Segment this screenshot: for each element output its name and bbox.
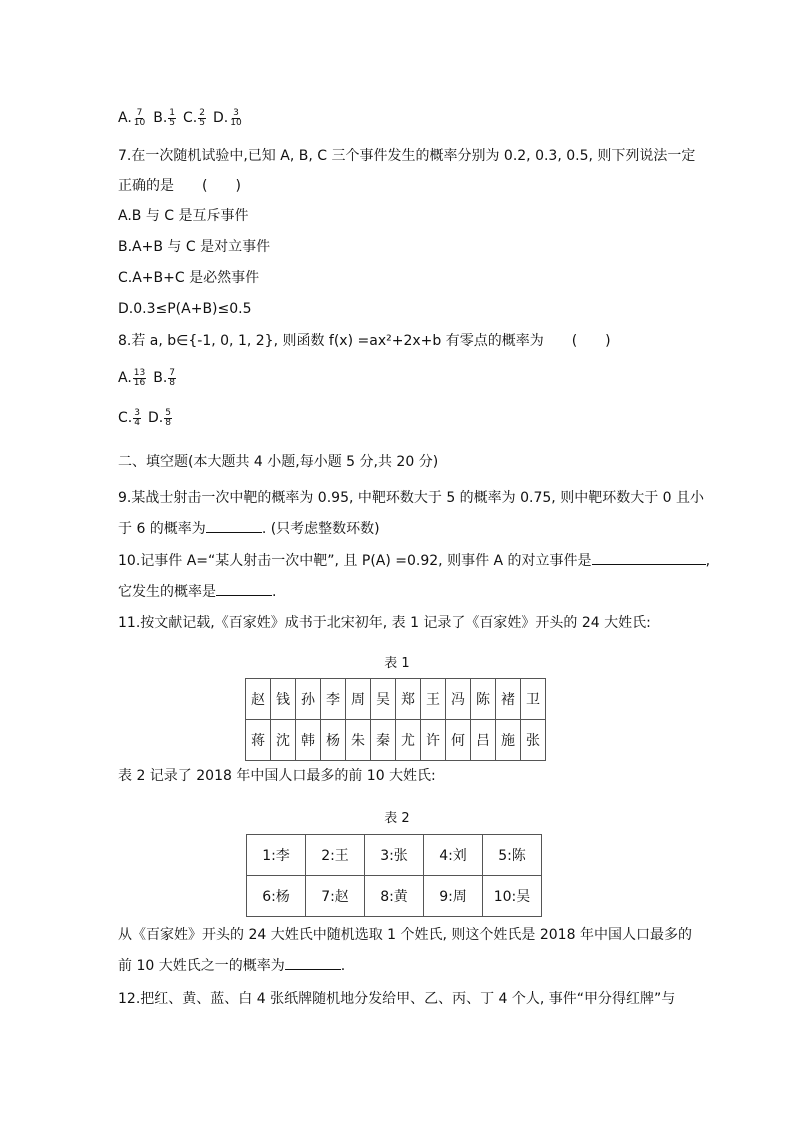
q7-stem-line2: 正确的是 ( ) <box>118 178 241 194</box>
table-cell: 卫 <box>521 679 546 720</box>
fraction <box>229 109 242 128</box>
fraction-denominator: 4 <box>134 417 140 428</box>
fraction <box>168 109 176 128</box>
table-cell: 孙 <box>296 679 321 720</box>
table-row <box>246 720 546 761</box>
q10-text-b: , <box>705 553 711 569</box>
q8-options-cd <box>118 408 179 428</box>
fraction-numerator: 3 <box>134 407 140 418</box>
q10-text-c: 它发生的概率是 <box>118 584 216 600</box>
table1-surnames <box>245 678 546 761</box>
table-cell: 许 <box>421 720 446 761</box>
option-letter: D. <box>147 410 164 426</box>
table-cell: 2:王 <box>306 835 365 876</box>
table-cell: 施 <box>496 720 521 761</box>
table-cell: 朱 <box>346 720 371 761</box>
table-row <box>246 679 546 720</box>
fraction <box>164 409 172 428</box>
fraction <box>133 369 146 388</box>
q11-question-line1: 从《百家姓》开头的 24 大姓氏中随机选取 1 个姓氏, 则这个姓氏是 2018 年中国人口最多的 <box>118 927 692 943</box>
table-cell: 吕 <box>471 720 496 761</box>
table-cell: 10:吴 <box>483 876 542 917</box>
q6-options <box>118 108 250 128</box>
fraction-denominator: 16 <box>133 377 146 388</box>
table-cell: 郑 <box>396 679 421 720</box>
fraction-numerator: 13 <box>133 367 146 378</box>
fraction <box>198 109 206 128</box>
fraction-denominator: 10 <box>133 117 146 128</box>
table-cell: 赵 <box>246 679 271 720</box>
table-cell: 6:杨 <box>247 876 306 917</box>
fraction-denominator: 5 <box>169 117 176 128</box>
table-cell: 李 <box>321 679 346 720</box>
table-cell: 周 <box>346 679 371 720</box>
fraction-denominator: 10 <box>230 117 242 128</box>
q11-between-text: 表 2 记录了 2018 年中国人口最多的前 10 大姓氏: <box>118 768 436 784</box>
q11-text-a: 前 10 大姓氏之一的概率为 <box>118 958 285 974</box>
q6-option-d <box>213 107 244 128</box>
table-cell: 9:周 <box>424 876 483 917</box>
q8-options-ab <box>118 368 183 388</box>
table-row <box>247 835 542 876</box>
q7-option-a: A.B 与 C 是互斥事件 <box>118 208 249 224</box>
table-cell: 杨 <box>321 720 346 761</box>
table-cell: 5:陈 <box>483 835 542 876</box>
fraction <box>133 109 146 128</box>
q10-text-d: . <box>272 584 277 600</box>
fraction-numerator: 2 <box>199 107 205 118</box>
q7-option-b: B.A+B 与 C 是对立事件 <box>118 239 271 255</box>
q10-text-a: 10.记事件 A=“某人射击一次中靶”, 且 P(A) =0.92, 则事件 A 的对立事件是 <box>118 553 592 569</box>
q8-option-a <box>118 367 147 388</box>
table-cell: 4:刘 <box>424 835 483 876</box>
q8-option-b <box>153 367 177 388</box>
table-cell: 何 <box>446 720 471 761</box>
section-heading: 二、填空题(本大题共 4 小题,每小题 5 分,共 20 分) <box>118 454 439 470</box>
fraction <box>133 409 141 428</box>
q9-stem-line1: 9.某战士射击一次中靶的概率为 0.95, 中靶环数大于 5 的概率为 0.75, 则中靶环数大于 0 且小 <box>118 490 705 506</box>
fraction-denominator: 8 <box>169 377 176 388</box>
option-letter: A. <box>118 370 132 386</box>
table-cell: 1:李 <box>247 835 306 876</box>
table-cell: 冯 <box>446 679 471 720</box>
q11-question-line2 <box>118 956 345 976</box>
fraction-denominator: 8 <box>165 417 171 428</box>
q10-answer-blank-1[interactable] <box>592 552 706 565</box>
q7-option-c: C.A+B+C 是必然事件 <box>118 270 260 286</box>
q10-answer-blank-2[interactable] <box>216 583 272 596</box>
q9-text-a: 于 6 的概率为 <box>118 521 206 537</box>
table2-caption: 表 2 <box>384 811 410 826</box>
table-cell: 尤 <box>396 720 421 761</box>
option-letter: B. <box>153 370 168 386</box>
q6-option-a <box>118 107 147 128</box>
q8-option-c <box>118 407 142 428</box>
q8-option-d <box>147 407 173 428</box>
table-cell: 吴 <box>371 679 396 720</box>
q9-text-b: . (只考虑整数环数) <box>261 521 380 537</box>
fraction-numerator: 5 <box>165 407 171 418</box>
table1-caption: 表 1 <box>384 656 410 671</box>
q11-text-b: . <box>340 958 346 974</box>
q10-stem-line2 <box>118 582 276 602</box>
table-cell: 蒋 <box>246 720 271 761</box>
option-letter: C. <box>183 110 198 126</box>
q6-option-c <box>183 107 207 128</box>
q12-stem-line1: 12.把红、黄、蓝、白 4 张纸牌随机地分发给甲、乙、丙、丁 4 个人, 事件“甲分得红牌”与 <box>118 991 676 1007</box>
q10-stem-line1 <box>118 551 710 571</box>
option-letter: B. <box>153 110 168 126</box>
q6-option-b <box>153 107 177 128</box>
q9-answer-blank[interactable] <box>206 520 262 533</box>
table-row <box>247 876 542 917</box>
q11-stem: 11.按文献记载,《百家姓》成书于北宋初年, 表 1 记录了《百家姓》开头的 24 大姓氏: <box>118 615 651 631</box>
table-cell: 王 <box>421 679 446 720</box>
q8-stem: 8.若 a, b∈{-1, 0, 1, 2}, 则函数 f(x) =ax²+2x+b 有零点的概率为 ( ) <box>118 333 611 349</box>
q7-option-d: D.0.3≤P(A+B)≤0.5 <box>118 301 252 317</box>
table-cell: 秦 <box>371 720 396 761</box>
table-cell: 陈 <box>471 679 496 720</box>
table-cell: 褚 <box>496 679 521 720</box>
table2-top10 <box>246 834 542 917</box>
fraction-numerator: 7 <box>169 367 176 378</box>
table-cell: 8:黄 <box>365 876 424 917</box>
table-cell: 3:张 <box>365 835 424 876</box>
table-cell: 7:赵 <box>306 876 365 917</box>
q11-answer-blank[interactable] <box>285 957 341 970</box>
fraction-numerator: 3 <box>233 107 239 118</box>
q7-stem-line1: 7.在一次随机试验中,已知 A, B, C 三个事件发生的概率分别为 0.2, 0.3, 0.5, 则下列说法一定 <box>118 148 696 164</box>
table-cell: 沈 <box>271 720 296 761</box>
option-letter: C. <box>118 410 133 426</box>
table-cell: 钱 <box>271 679 296 720</box>
option-letter: D. <box>213 110 229 126</box>
table-cell: 韩 <box>296 720 321 761</box>
option-letter: A. <box>118 110 132 126</box>
fraction <box>168 369 176 388</box>
fraction-denominator: 5 <box>199 117 205 128</box>
fraction-numerator: 7 <box>136 107 143 118</box>
fraction-numerator: 1 <box>169 107 176 118</box>
q9-stem-line2 <box>118 519 380 539</box>
table-cell: 张 <box>521 720 546 761</box>
